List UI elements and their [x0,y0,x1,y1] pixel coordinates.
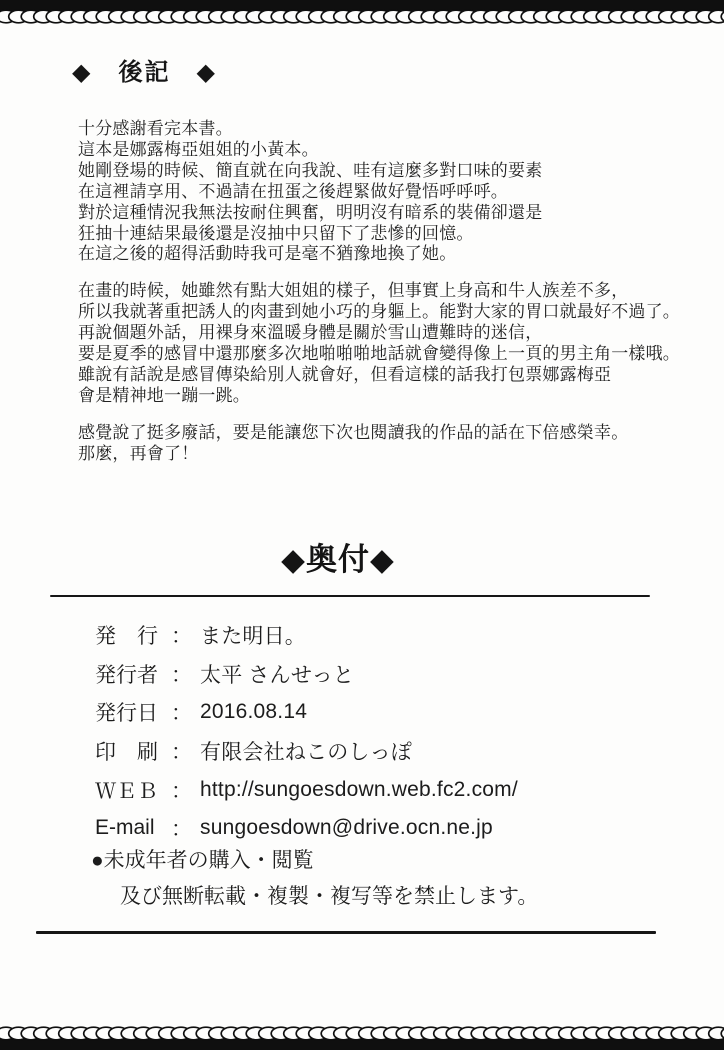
afterword-body [78,119,680,481]
decorative-lace-border-top [0,0,724,28]
text-line: 對於這種情況我無法按耐住興奮，明明沒有暗系的裝備卻還是 [78,202,543,222]
text-line: 感覺說了挺多廢話，要是能讓您下次也閱讀我的作品的話在下倍感榮幸。 [78,422,629,442]
text-line: 雖說有話說是感冒傳染給別人就會好，但看這樣的話我打包票娜露梅亞 [78,364,612,384]
text-line: 在畫的時候，她雖然有點大姐姐的樣子，但事實上身高和牛人族差不多， [78,281,629,301]
afterword-paragraph [78,423,680,465]
colophon-value: 有限会社ねこのしっぽ [200,741,412,765]
decorative-lace-border-bottom [0,1022,724,1050]
text-line: 在這之後的超得活動時我可是毫不猶豫地換了她。 [78,244,457,264]
afterword-paragraph [78,119,680,265]
colophon-rows [95,616,518,848]
text-line: 她剛登場的時候、簡直就在向我說、哇有這麼多對口味的要素 [78,160,543,180]
colophon-heading: ◆奥付◆ [281,542,395,577]
text-line: 十分感謝看完本書。 [78,119,233,138]
colophon-separator: ： [171,818,192,842]
colophon-row [95,732,518,771]
colophon-value: http://sungoesdown.web.fc2.com/ [200,777,518,801]
text-line: 這本是娜露梅亞姐姐的小黃本。 [78,139,319,159]
colophon-label: 印 刷 [95,741,158,765]
copyright-notice [91,843,538,915]
colophon-separator: ： [171,625,192,649]
colophon-separator: ： [171,779,192,803]
text-line: 那麼，再會了！ [78,443,199,463]
colophon-label: ＷＥＢ [95,779,158,803]
colophon-value: 太平 さんせっと [200,663,355,687]
text-line: 在這裡請享用、不過請在扭蛋之後趕緊做好覺悟呼呼呼。 [78,181,508,201]
colophon-value: sungoesdown@drive.ocn.ne.jp [200,816,493,840]
text-line: 要是夏季的感冒中還那麼多次地啪啪啪地話就會變得像上一頁的男主角一樣哦。 [78,344,680,364]
text-line: 會是精神地一蹦一跳。 [78,385,250,405]
colophon-row [95,655,518,694]
text-line: 狂抽十連結果最後還是沒抽中只留下了悲慘的回憶。 [78,223,474,243]
colophon-label: E-mail [95,816,155,840]
colophon-separator: ： [171,702,192,726]
colophon-row [95,770,518,809]
notice-line: ●未成年者の購入・閲覧 [91,849,314,872]
colophon-label: 発行者 [95,663,158,687]
colophon-divider-bottom [36,931,656,934]
afterword-heading: ◆ 後記 ◆ [72,59,217,86]
colophon-separator: ： [171,741,192,765]
text-line: 所以我就著重把誘人的肉畫到她小巧的身軀上。能對大家的胃口就最好不過了。 [78,302,680,322]
colophon-divider-top [50,595,650,597]
colophon-row [95,809,518,848]
notice-line: 及び無断転載・複製・複写等を禁止します。 [120,885,539,908]
colophon-label: 発 行 [95,625,158,649]
text-line: 再說個題外話，用裸身來溫暖身體是關於雪山遭難時的迷信， [78,323,543,343]
afterword-paragraph [78,281,680,406]
colophon-label: 発行日 [95,702,158,726]
colophon-value: 2016.08.14 [200,700,308,724]
colophon-value: また明日。 [200,625,306,649]
colophon-separator: ： [171,663,192,687]
colophon-row [95,616,518,655]
colophon-row [95,693,518,732]
